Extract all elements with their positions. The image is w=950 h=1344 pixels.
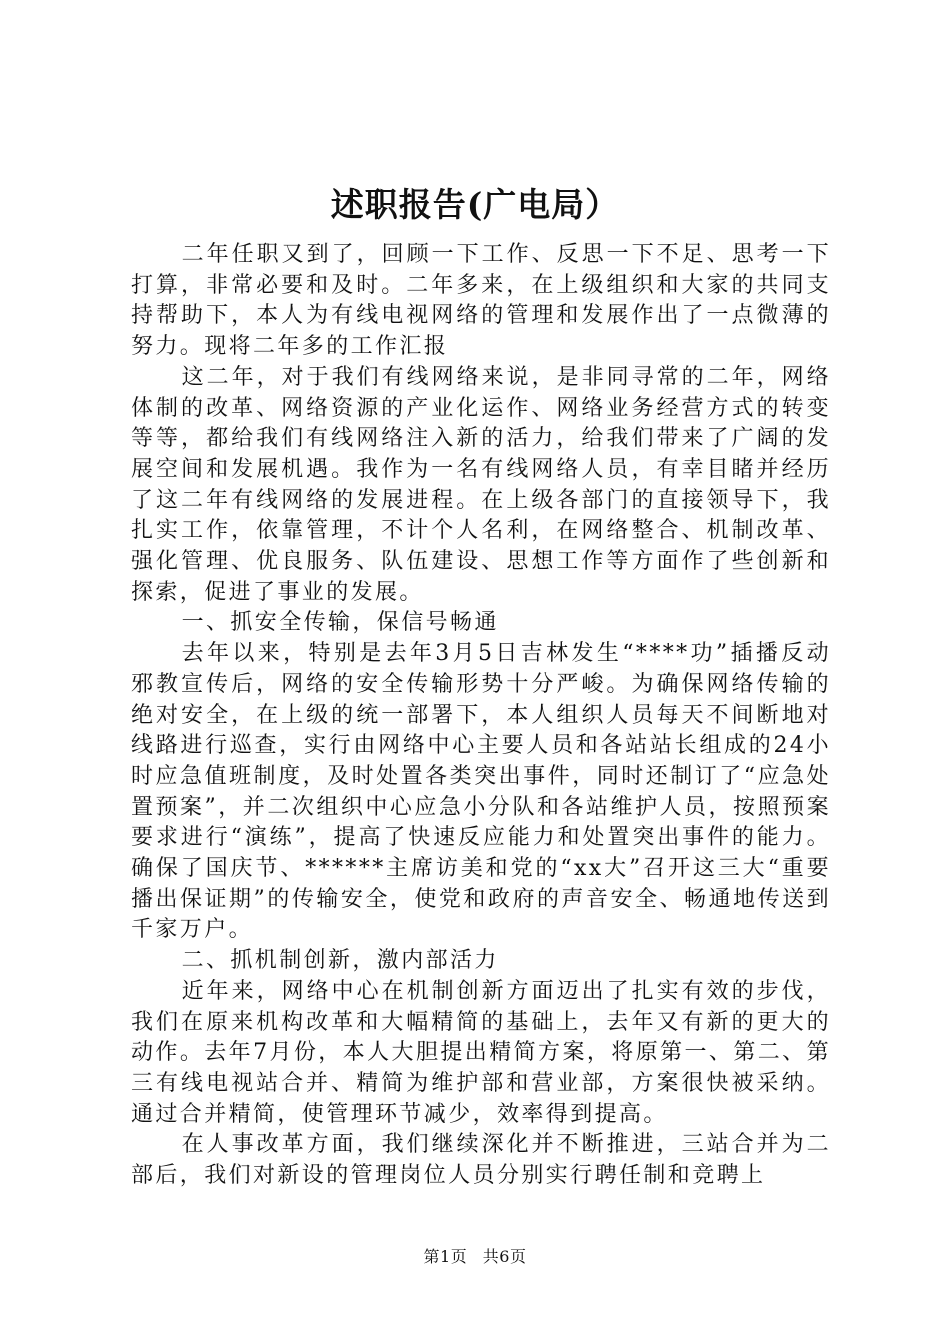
paragraph: 二年任职又到了，回顾一下工作、反思一下不足、思考一下打算，非常必要和及时。二年多来，在上级组织和大家的共同支持帮助下，本人为有线电视网络的管理和发展作出了一点微薄的努力。现将二年多的工作汇报 <box>131 242 831 360</box>
document-title: 述职报告(广电局） <box>330 185 620 224</box>
paragraph: 去年以来，特别是去年3月5日吉林发生“****功”插播反动邪教宣传后，网络的安全传输形势十分严峻。为确保网络传输的绝对安全，在上级的统一部署下，本人组织人员每天不间断地对线路进行巡查，实行由网络中心主要人员和各站站长组成的24小时应急值班制度，及时处置各类突出事件，同时还制订了“应急处置预案”，并二次组织中心应急小分队和各站维护人员，按照预案要求进行“演练”，提高了快速反应能力和处置突出事件的能力。确保了国庆节、******主席访美和党的“xx大”召开这三大“重要播出保证期”的传输安全，使党和政府的声音安全、畅通地传送到千家万户。 <box>131 641 831 943</box>
paragraph: 这二年，对于我们有线网络来说，是非同寻常的二年，网络体制的改革、网络资源的产业化运作、网络业务经营方式的转变等等，都给我们有线网络注入新的活力，给我们带来了广阔的发展空间和发展机遇。我作为一名有线网络人员，有幸目睹并经历了这二年有线网络的发展进程。在上级各部门的直接领导下，我扎实工作，依靠管理，不计个人名利，在网络整合、机制改革、强化管理、优良服务、队伍建设、思想工作等方面作了些创新和探索，促进了事业的发展。 <box>131 364 831 605</box>
page-number: 第1页 <box>423 1247 468 1266</box>
section-heading: 一、抓安全传输，保信号畅通 <box>181 610 499 636</box>
document-body <box>131 240 831 1192</box>
paragraph: 在人事改革方面，我们继续深化并不断推进，三站合并为二部后，我们对新设的管理岗位人员分别实行聘任制和竞聘上 <box>131 1132 831 1189</box>
page-total: 共6页 <box>482 1247 527 1266</box>
section-heading: 二、抓机制创新，激内部活力 <box>181 948 499 974</box>
paragraph: 近年来，网络中心在机制创新方面迈出了扎实有效的步伐，我们在原来机构改革和大幅精简的基础上，去年又有新的更大的动作。去年7月份，本人大胆提出精简方案，将原第一、第二、第三有线电视站合并、精简为维护部和营业部，方案很快被采纳。通过合并精简，使管理环节减少，效率得到提高。 <box>131 978 831 1127</box>
page-footer <box>0 1244 950 1267</box>
